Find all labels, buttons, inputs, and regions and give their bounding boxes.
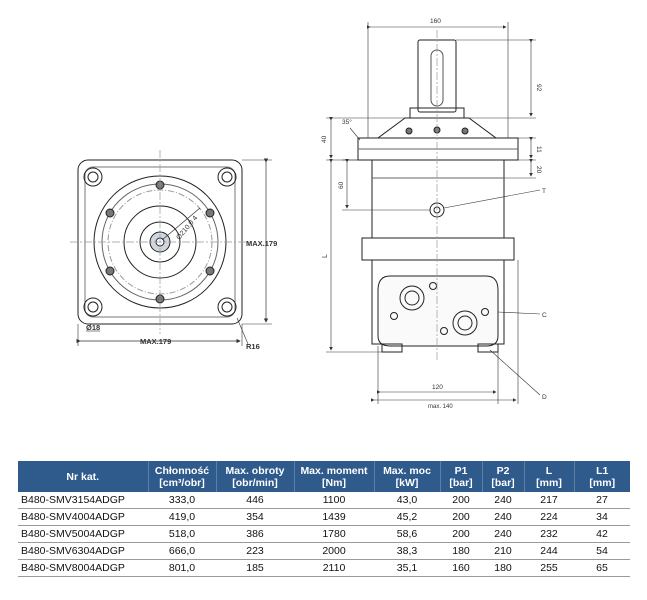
cell-l1: 42 (574, 526, 630, 543)
header-max-speed: Max. obroty [obr/min] (216, 462, 294, 493)
cell-l1: 27 (574, 492, 630, 509)
table-row (18, 543, 630, 560)
side-port-block (378, 276, 498, 346)
cell-l: 244 (524, 543, 574, 560)
label-port-c: C (542, 312, 547, 319)
cell-max-torque: 1439 (294, 509, 374, 526)
cell-displacement: 801,0 (148, 560, 216, 577)
dim-hole-diameter: Ø18 (86, 323, 101, 332)
header-displacement: Chłonność [cm³/obr] (148, 462, 216, 493)
cell-displacement: 666,0 (148, 543, 216, 560)
cell-max-torque: 1100 (294, 492, 374, 509)
dim-flange-offset: 40 (321, 135, 328, 143)
label-port-d: D (542, 394, 547, 401)
dim-shaft-length: 92 (535, 84, 542, 92)
side-housing-upper (372, 160, 504, 238)
side-view (326, 22, 540, 404)
label-port-t: T (542, 188, 546, 195)
cell-max-speed: 185 (216, 560, 294, 577)
cell-l: 232 (524, 526, 574, 543)
cell-displacement: 419,0 (148, 509, 216, 526)
cell-max-speed: 446 (216, 492, 294, 509)
header-p2: P2 [bar] (482, 462, 524, 493)
dim-total-length: L (322, 254, 329, 258)
header-max-torque: Max. moment [Nm] (294, 462, 374, 493)
cell-p2: 240 (482, 526, 524, 543)
cell-p1: 200 (440, 492, 482, 509)
dim-flange-step: 20 (535, 166, 542, 174)
cell-cat-no: B480-SMV3154ADGP (18, 492, 148, 509)
cell-p2: 240 (482, 492, 524, 509)
cell-p1: 160 (440, 560, 482, 577)
table-row (18, 560, 630, 577)
dim-flange-thickness: 11 (535, 146, 542, 153)
dim-port-depth: 60 (338, 181, 345, 189)
cell-p1: 200 (440, 526, 482, 543)
dim-top-width: 160 (430, 18, 441, 25)
cell-cat-no: B480-SMV5004ADGP (18, 526, 148, 543)
cell-max-power: 35,1 (374, 560, 440, 577)
front-view (70, 150, 272, 346)
cell-cat-no: B480-SMV8004ADGP (18, 560, 148, 577)
header-l: L [mm] (524, 462, 574, 493)
header-p1: P1 [bar] (440, 462, 482, 493)
cell-l1: 54 (574, 543, 630, 560)
cell-l: 217 (524, 492, 574, 509)
dim-bolt-circle: Ø210,0 4 (175, 214, 200, 242)
dim-base-width: 120 (432, 384, 443, 391)
cell-p2: 210 (482, 543, 524, 560)
cell-max-speed: 386 (216, 526, 294, 543)
table-row (18, 492, 630, 509)
cell-max-power: 58,6 (374, 526, 440, 543)
cell-displacement: 333,0 (148, 492, 216, 509)
cell-max-power: 38,3 (374, 543, 440, 560)
dim-angle: 35° (342, 119, 352, 126)
cell-max-torque: 2000 (294, 543, 374, 560)
dim-max-width: max. 140 (428, 404, 453, 410)
cell-l1: 34 (574, 509, 630, 526)
cell-max-torque: 1780 (294, 526, 374, 543)
header-max-power: Max. moc [kW] (374, 462, 440, 493)
cell-p1: 200 (440, 509, 482, 526)
dim-front-height: MAX.179 (246, 239, 278, 248)
cell-max-speed: 354 (216, 509, 294, 526)
table-header-row (18, 462, 630, 493)
table-row (18, 526, 630, 543)
cell-cat-no: B480-SMV4004ADGP (18, 509, 148, 526)
spec-table (18, 461, 630, 577)
cell-max-torque: 2110 (294, 560, 374, 577)
cell-p1: 180 (440, 543, 482, 560)
dim-front-width: MAX.179 (140, 337, 172, 346)
cell-p2: 240 (482, 509, 524, 526)
cell-displacement: 518,0 (148, 526, 216, 543)
cell-l: 224 (524, 509, 574, 526)
cell-l: 255 (524, 560, 574, 577)
table-row (18, 509, 630, 526)
dim-corner-radius: R16 (246, 342, 260, 351)
cell-p2: 180 (482, 560, 524, 577)
header-cat-no: Nr kat. (18, 462, 148, 493)
cell-max-power: 43,0 (374, 492, 440, 509)
side-ring (362, 238, 514, 260)
cell-l1: 65 (574, 560, 630, 577)
cell-max-power: 45,2 (374, 509, 440, 526)
cell-cat-no: B480-SMV6304ADGP (18, 543, 148, 560)
cell-max-speed: 223 (216, 543, 294, 560)
header-l1: L1 [mm] (574, 462, 630, 493)
